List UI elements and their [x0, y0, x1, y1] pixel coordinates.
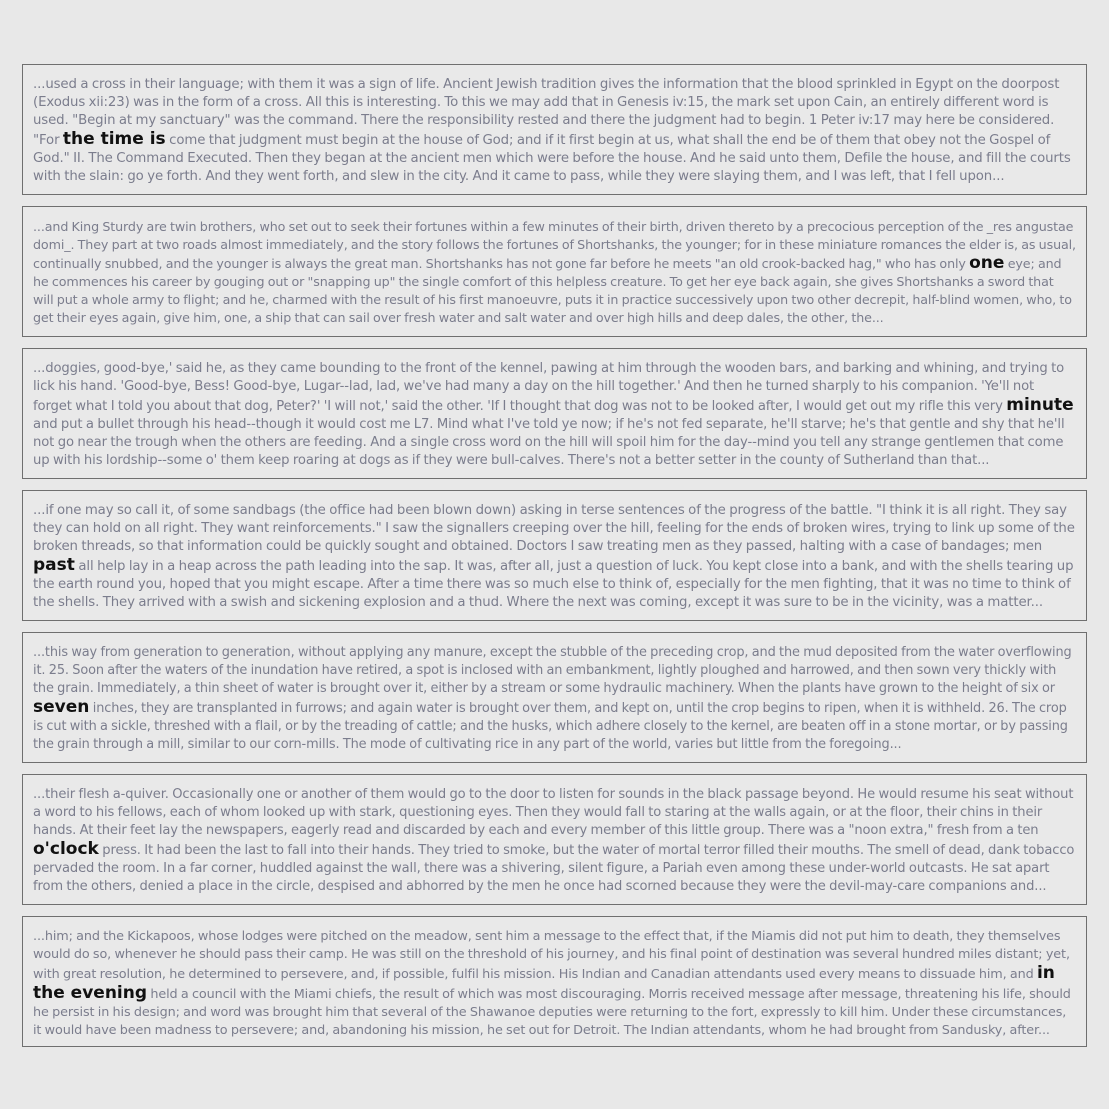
passage-text-after: eye; and he commences his career by gouging out or "snapping up" the single comfort of this helpless creature. To get her eye back again, she gives Shortshanks a sword that will put a whole army to flight; and he, charmed with the result of his first manoeuvre, puts it in practice successively upon two other decrepit, half-blind women, who, to get their eyes again, give him, one, a ship that can sail over fresh water and salt water and over high hills and deep dales, the other, the... [33, 256, 1072, 325]
passage-text-after: and put a bullet through his head--though it would cost me L7. Mind what I've told ye now; if he's not fed separate, he'll starve; he's that gentle and shy that he'll not go near the trough when the others are feeding. And a single cross word on the hill will spoil him for the day--mind you tell any strange gentlemen that come up with his lordship--some o' them keep roaring at dogs as if they were bull-calves. There's not a better setter in the county of Sutherland than that... [33, 417, 1065, 468]
passage-card [22, 348, 1087, 479]
passage-text [33, 502, 1076, 612]
passage-text-before: ...and King Sturdy are twin brothers, who set out to seek their fortunes within a few minutes of their birth, driven thereto by a precocious perception of the _res angustae domi_. They part at two roads almost immediately, and the story follows the fortunes of Shortshanks, the younger; for in these miniature romances the elder is, as usual, continually snubbed, and the younger is always the great man. Shortshanks has not gone far before he meets "an old crook-backed hag," who has only [33, 219, 1076, 271]
highlighted-phrase: the time is [62, 129, 166, 149]
passage-card [22, 774, 1087, 905]
highlighted-phrase: o'clock [33, 839, 99, 859]
highlighted-phrase: one [969, 253, 1005, 273]
passage-text-after: inches, they are transplanted in furrows; and again water is brought over them, and kept on, until the crop begins to ripen, when it is withheld. 26. The crop is cut with a sickle, threshed with a flail, or by the treading of cattle; and the husks, which adhere closely to the kernel, are beaten off in a stone mortar, or by passing the grain through a mill, similar to our corn-mills. The mode of cultivating rice in any part of the world, varies but little from the foregoing... [33, 701, 1068, 752]
passage-text [33, 644, 1076, 754]
passage-text-before: ...this way from generation to generation, without applying any manure, except the stubble of the preceding crop, and the mud deposited from the water overflowing it. 25. Soon after the waters of the inundation have retired, a spot is inclosed with an embankment, lightly ploughed and harrowed, and then sown very thickly with the grain. Immediately, a thin sheet of water is brought over it, either by a stream or some hydraulic machinery. When the plants have grown to the height of six or [33, 645, 1072, 696]
passage-card [22, 490, 1087, 621]
passage-card [22, 64, 1087, 195]
passage-text-before: ...their flesh a-quiver. Occasionally one or another of them would go to the door to listen for sounds in the black passage beyond. He would resume his seat without a word to his fellows, each of whom looked up with stark, questioning eyes. Then they would fall to staring at the walls again, or at the floor, their chins in their hands. At their feet lay the newspapers, eagerly read and discarded by each and every member of this little group. There was a "noon extra," fresh from a ten [33, 787, 1074, 838]
passage-card [22, 916, 1087, 1047]
passage-text [33, 218, 1076, 327]
passage-text-after: come that judgment must begin at the house of God; and if it first begin at us, what shall the end be of them that obey not the Gospel of God." II. The Command Executed. Then they began at the ancient men which were before the house. And he said unto them, Defile the house, and fill the courts with the slain: go ye forth. And they went forth, and slew in the city. And it came to pass, while they were slaying them, and I was left, that I fell upon... [33, 133, 1071, 184]
passage-list [22, 64, 1087, 1058]
highlighted-phrase: seven [33, 697, 90, 717]
passage-text [33, 360, 1076, 470]
passage-text-after: press. It had been the last to fall into their hands. They tried to smoke, but the water of mortal terror filled their mouths. The smell of dead, dank tobacco pervaded the room. In a far corner, huddled against the wall, there was a shivering, silent figure, a Pariah even among these under-world outcasts. He sat apart from the others, denied a place in the circle, despised and abhorred by the men he once had scorned because they were the devil-may-care companions and... [33, 843, 1075, 894]
passage-text [33, 76, 1076, 186]
passage-text-before: ...if one may so call it, of some sandbags (the office had been blown down) asking in terse sentences of the progress of the battle. "I think it is all right. They say they can hold on all right. They want reinforcements." I saw the signallers creeping over the hill, feeling for the ends of broken wires, trying to link up some of the broken threads, so that information could be quickly sought and obtained. Doctors I saw treating men as they passed, halting with a case of bandages; men [33, 503, 1075, 554]
passage-text [33, 786, 1076, 896]
passage-text-after: held a council with the Miami chiefs, the result of which was most discouraging. Morris received message after message, threatening his life, should he persist in his design; and word was brought him that several of the Shawanoe deputies were returning to the fort, expressly to kill him. Under these circumstances, it would have been madness to persevere; and, abandoning his mission, he set out for Detroit. The Indian attendants, whom he had brought from Sandusky, after... [33, 987, 1071, 1038]
passage-card [22, 632, 1087, 763]
highlighted-phrase: in the evening [33, 963, 1055, 1003]
highlighted-phrase: minute [1006, 395, 1074, 415]
passage-text-before: ...doggies, good-bye,' said he, as they came bounding to the front of the kennel, pawing at him through the wooden bars, and barking and whining, and trying to lick his hand. 'Good-bye, Bess! Good-bye, Lugar--lad, lad, we've had many a day on the hill together.' And then he turned sharply to his companion. 'Ye'll not forget what I told you about that dog, Peter?' 'I will not,' said the other. 'If I thought that dog was not to be looked after, I would get out my rifle this very [33, 361, 1065, 414]
passage-card [22, 206, 1087, 337]
passage-text-after: all help lay in a heap across the path leading into the sap. It was, after all, just a question of luck. You kept close into a bank, and with the shells tearing up the earth round you, hoped that you might escape. After a time there was so much else to think of, especially for the men fighting, that it was no time to think of the shells. They arrived with a swish and sickening explosion and a thud. Where the next was coming, except it was sure to be in the vicinity, was a matter... [33, 559, 1074, 610]
passage-text-before: ...him; and the Kickapoos, whose lodges were pitched on the meadow, sent him a message to the effect that, if the Miamis did not put him to death, they themselves would do so, whenever he should pass their camp. He was still on the threshold of his journey, and his final point of destination was several hundred miles distant; yet, with great resolution, he determined to persevere, and, if possible, fulfil his mission. His Indian and Canadian attendants used every means to dissuade him, and [33, 929, 1070, 982]
passage-text [33, 928, 1076, 1040]
passage-text-before: ...used a cross in their language; with them it was a sign of life. Ancient Jewish tradition gives the information that the blood sprinkled in Egypt on the doorpost (Exodus xii:23) was in the form of a cross. All this is interesting. To this we may add that in Genesis iv:15, the mark set upon Cain, an entirely different word is used. "Begin at my sanctuary" was the command. There the responsibility rested and there the judgment had to begin. 1 Peter iv:17 may here be considered. "For [33, 77, 1060, 148]
highlighted-phrase: past [33, 555, 75, 575]
